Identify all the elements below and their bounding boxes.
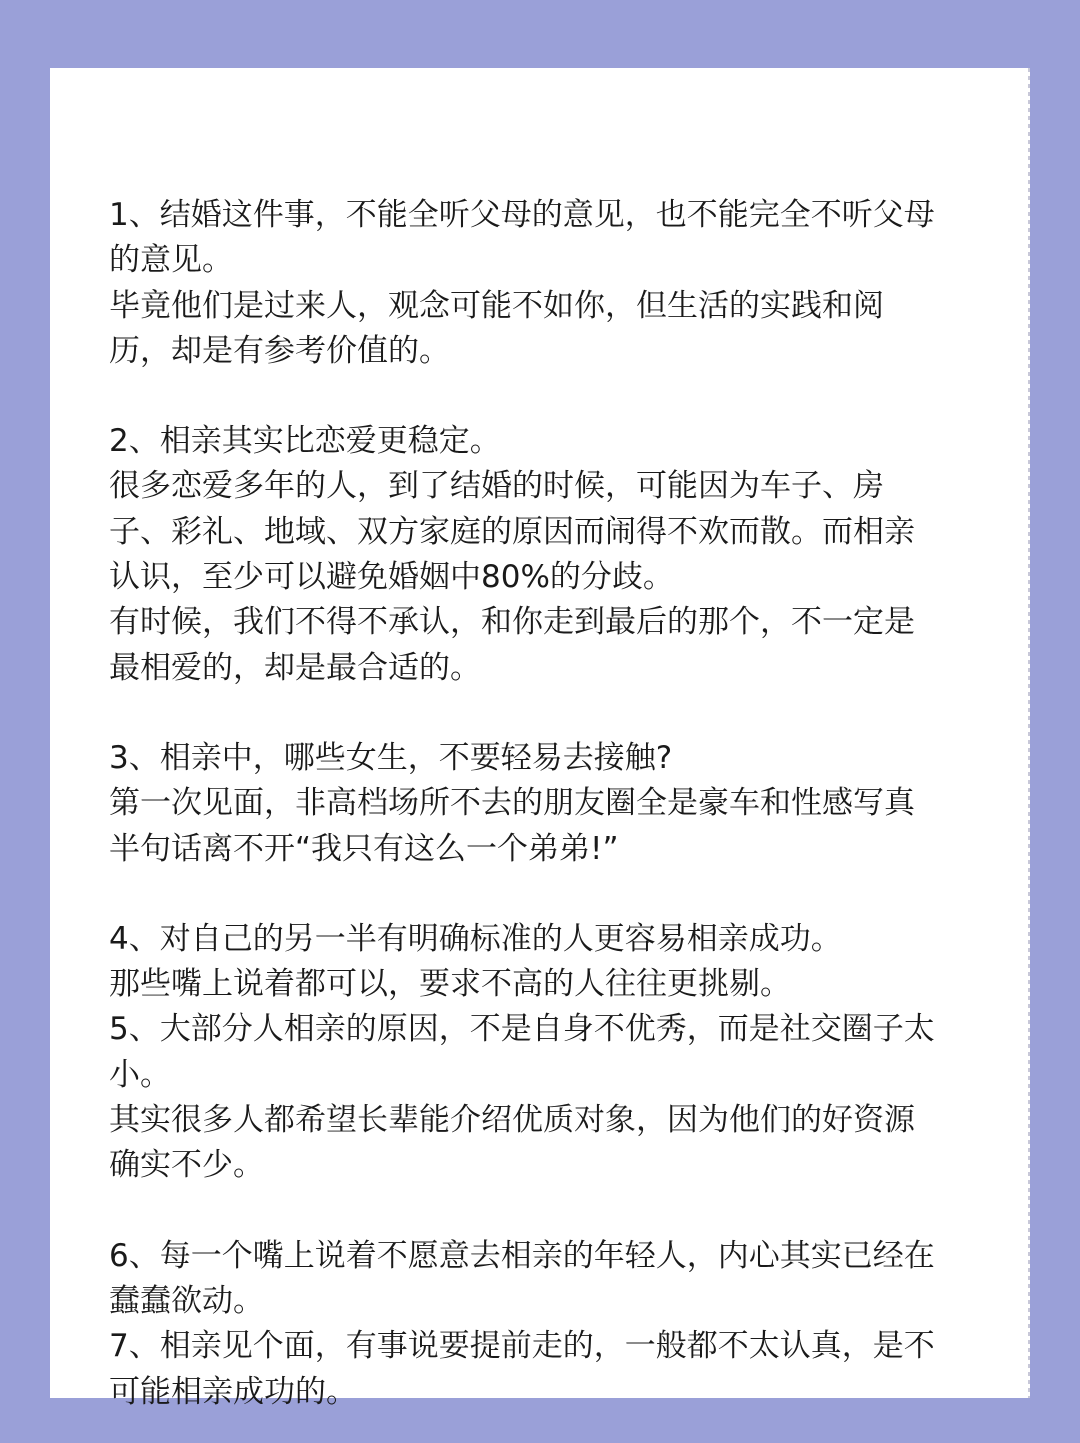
section-4 <box>109 917 979 1189</box>
text-line: 小。 <box>109 1056 171 1093</box>
text-line: 有时候，我们不得不承认，和你走到最后的那个，不一定是 <box>109 604 915 641</box>
text-line: 3、相亲中，哪些女生，不要轻易去接触? <box>109 739 673 776</box>
note-content <box>109 193 979 1415</box>
text-line: 的意见。 <box>109 242 233 279</box>
text-line: 子、彩礼、地域、双方家庭的原因而闹得不欢而散。而相亲 <box>109 513 915 550</box>
text-line: 最相爱的，却是最合适的。 <box>109 649 481 686</box>
text-line: 1、结婚这件事，不能全听父母的意见，也不能完全不听父母 <box>109 197 935 233</box>
text-line: 半句话离不开“我只有这么一个弟弟!” <box>109 830 619 867</box>
text-line: 其实很多人都希望长辈能介绍优质对象，因为他们的好资源 <box>109 1102 915 1139</box>
paper-edge <box>1028 68 1030 1398</box>
text-line: 那些嘴上说着都可以，要求不高的人往往更挑剔。 <box>109 966 791 1003</box>
text-line: 认识，至少可以避免婚姻中80%的分歧。 <box>109 559 674 596</box>
text-line: 2、相亲其实比恋爱更稳定。 <box>109 423 501 460</box>
text-line: 4、对自己的另一半有明确标准的人更容易相亲成功。 <box>109 920 842 957</box>
text-line: 5、大部分人相亲的原因，不是自身不优秀，而是社交圈子太 <box>109 1011 935 1048</box>
text-line: 历，却是有参考价值的。 <box>109 332 450 369</box>
section-2 <box>109 419 979 691</box>
text-line: 毕竟他们是过来人，观念可能不如你，但生活的实践和阅 <box>109 287 884 324</box>
text-line: 蠢蠢欲动。 <box>109 1282 264 1319</box>
section-3 <box>109 736 979 872</box>
text-line: 6、每一个嘴上说着不愿意去相亲的年轻人，内心其实已经在 <box>109 1237 935 1274</box>
text-line: 可能相亲成功的。 <box>109 1373 357 1410</box>
section-5 <box>109 1234 979 1415</box>
text-line: 第一次见面，非高档场所不去的朋友圈全是豪车和性感写真 <box>109 785 915 822</box>
text-line: 7、相亲见个面，有事说要提前走的，一般都不太认真，是不 <box>109 1328 935 1365</box>
section-1 <box>109 193 979 374</box>
text-line: 很多恋爱多年的人，到了结婚的时候，可能因为车子、房 <box>109 468 884 505</box>
note-paper <box>50 68 1030 1410</box>
text-line: 确实不少。 <box>109 1147 264 1184</box>
